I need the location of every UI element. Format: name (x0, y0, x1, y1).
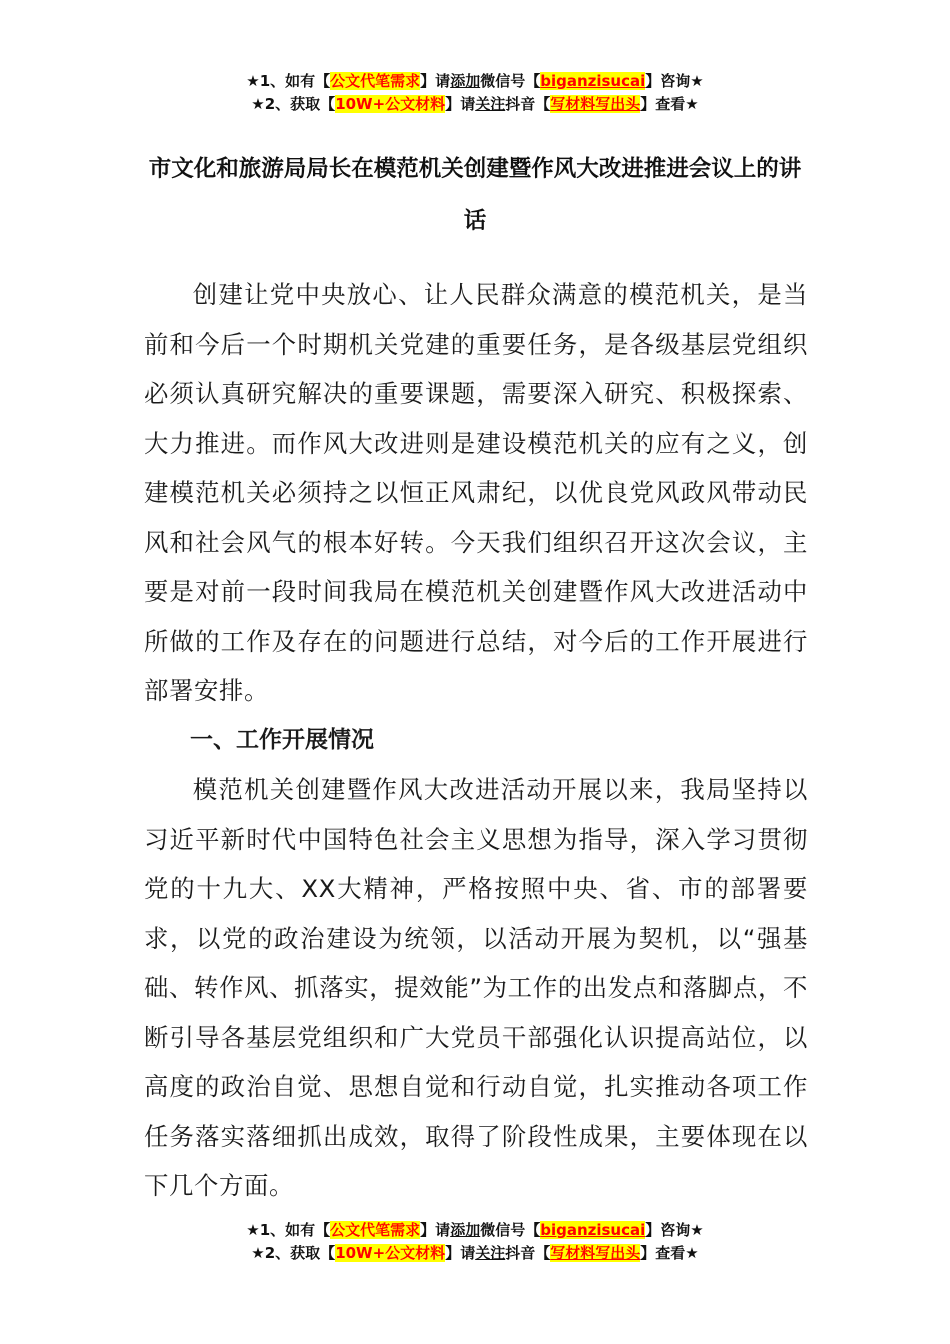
banner-underlined-text: 关注 (475, 1244, 506, 1262)
banner-text: 】请 (445, 95, 476, 113)
banner-text: 微信号【 (480, 1221, 541, 1239)
banner-line-2 (0, 93, 950, 116)
banner-line-1 (0, 1219, 950, 1242)
header-banner (0, 70, 950, 116)
douyin-account-link[interactable]: 写材料写出头 (550, 95, 641, 113)
banner-text: ★1、如有【 (246, 1221, 331, 1239)
banner-text: ★2、获取【 (251, 1244, 336, 1262)
highlight-service: 公文代笔需求 (330, 72, 421, 90)
highlight-materials: 10W+公文材料 (335, 1244, 446, 1262)
banner-text: ★2、获取【 (251, 95, 336, 113)
document-body (144, 270, 808, 1211)
footer-banner (0, 1219, 950, 1265)
douyin-account-link[interactable]: 写材料写出头 (550, 1244, 641, 1262)
banner-text: 】查看★ (640, 95, 699, 113)
banner-text: 】查看★ (640, 1244, 699, 1262)
intro-paragraph: 创建让党中央放心、让人民群众满意的模范机关，是当前和今后一个时期机关党建的重要任务，是各级基层党组织必须认真研究解决的重要课题，需要深入研究、积极探索、大力推进。而作风大改进则是建设模范机关的应有之义，创建模范机关必须持之以恒正风肃纪，以优良党风政风带动民风和社会风气的根本好转。今天我们组织召开这次会议，主要是对前一段时间我局在模范机关创建暨作风大改进活动中所做的工作及存在的问题进行总结，对今后的工作开展进行部署安排。 (144, 280, 808, 705)
section-paragraph: 模范机关创建暨作风大改进活动开展以来，我局坚持以习近平新时代中国特色社会主义思想为指导，深入学习贯彻党的十九大、XX大精神，严格按照中央、省、市的部署要求，以党的政治建设为统领，以活动开展为契机，以“强基础、转作风、抓落实，提效能”为工作的出发点和落脚点，不断引导各基层党组织和广大党员干部强化认识提高站位，以高度的政治自觉、思想自觉和行动自觉，扎实推动各项工作任务落实落细抓出成效，取得了阶段性成果，主要体现在以下几个方面。 (144, 775, 808, 1200)
highlight-service: 公文代笔需求 (330, 1221, 421, 1239)
banner-text: 】请 (445, 1244, 476, 1262)
banner-text: 】咨询★ (645, 1221, 704, 1239)
section-heading: 一、工作开展情况 (190, 726, 374, 753)
banner-text: ★1、如有【 (246, 72, 331, 90)
banner-underlined-text: 添加 (450, 72, 481, 90)
document-title: 市文化和旅游局局长在模范机关创建暨作风大改进推进会议上的讲话 (148, 156, 802, 234)
wechat-id-link[interactable]: biganzisucai (540, 72, 646, 90)
highlight-materials: 10W+公文材料 (335, 95, 446, 113)
banner-text: 】请 (420, 72, 451, 90)
banner-text: 】请 (420, 1221, 451, 1239)
banner-text: 】咨询★ (645, 72, 704, 90)
banner-line-1 (0, 70, 950, 93)
banner-text: 抖音【 (505, 95, 551, 113)
banner-text: 抖音【 (505, 1244, 551, 1262)
banner-underlined-text: 添加 (450, 1221, 481, 1239)
wechat-id-link[interactable]: biganzisucai (540, 1221, 646, 1239)
banner-line-2 (0, 1242, 950, 1265)
banner-text: 微信号【 (480, 72, 541, 90)
banner-underlined-text: 关注 (475, 95, 506, 113)
